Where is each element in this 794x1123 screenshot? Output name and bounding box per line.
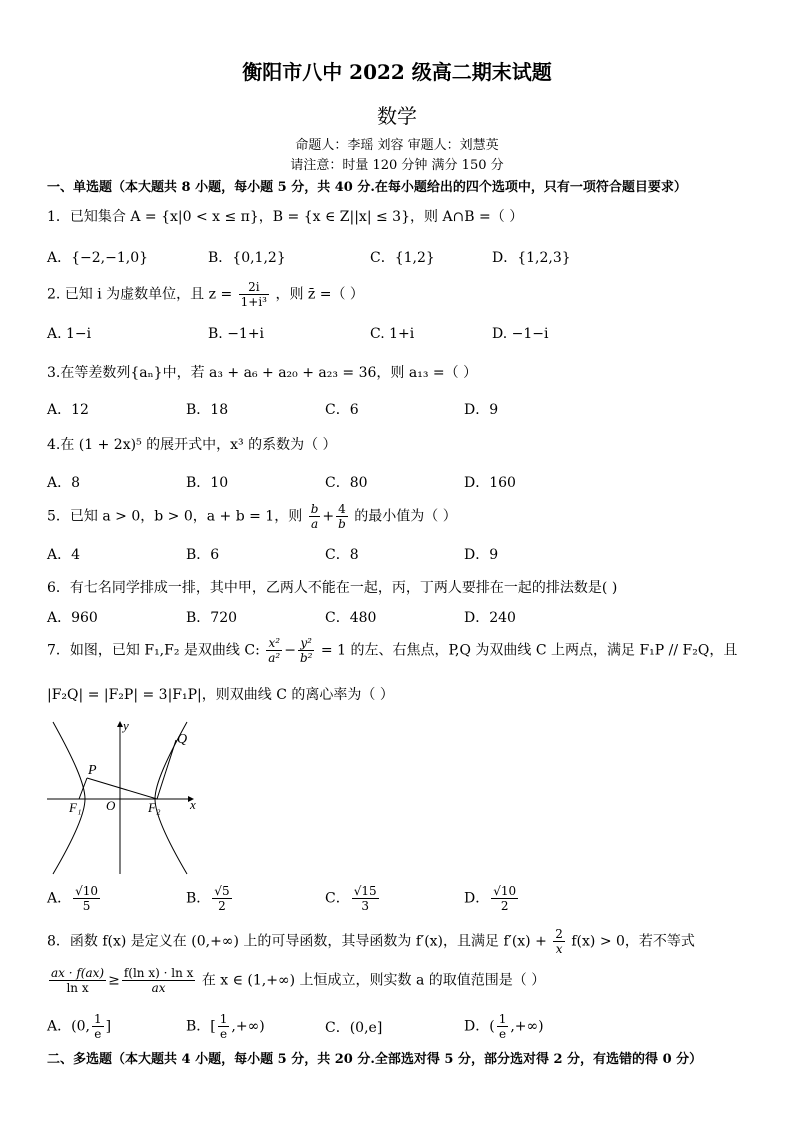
section2-heading: 二、多选题（本大题共 4 小题，每小题 5 分，共 20 分.全部选对得 5 分，部分选对得 2 分，有选错的得 0 分） (47, 1052, 703, 1067)
notice-line: 请注意：时量 120 分钟 满分 150 分 (290, 158, 504, 173)
question-2-option-d: D. −1−i (492, 326, 549, 342)
q7-a-frac (73, 884, 100, 913)
q8-a-pre: (0, (71, 1018, 90, 1035)
q7-d-num: √10 (493, 884, 517, 898)
q7-c-label: C． (325, 890, 350, 907)
question-5-option-b: B．6 (186, 547, 220, 563)
question-6-option-b: B．720 (186, 610, 238, 626)
question-7-minus: − (284, 642, 296, 659)
question-5-option-c: C．8 (325, 547, 359, 563)
question-5-f1-num: b (310, 502, 319, 516)
question-5-stem-post: 的最小值为（ ） (354, 508, 457, 525)
question-6-option-a: A．960 (47, 610, 98, 626)
question-8-stem-line2-post: 在 x ∈ (1,+∞) 上恒成立，则实数 a 的取值范围是（ ） (201, 972, 546, 989)
hyperbola-left-branch (53, 722, 85, 874)
question-7-b2: b² (299, 651, 313, 665)
question-8-stem (47, 927, 695, 956)
q8-c-label: C． (325, 1020, 350, 1036)
question-2-option-a: A. 1−i (47, 326, 92, 342)
question-7-y2: y² (298, 636, 315, 651)
q8-c-text: (0,e] (349, 1020, 383, 1036)
question-7-a2: a² (268, 651, 281, 665)
question-8-stem-post: f(x) > 0，若不等式 (571, 933, 695, 950)
q7-b-label: B． (186, 890, 211, 907)
question-3-option-c: C．6 (325, 402, 359, 418)
question-5-f1-den: a (310, 517, 319, 531)
q8-a-label: A． (47, 1018, 72, 1035)
question-1-option-c: C．{1,2} (370, 250, 435, 266)
label-p: P (88, 763, 97, 778)
authors-line: 命题人：李瑶 刘容 审题人：刘慧英 (295, 138, 499, 153)
q7-b-frac (212, 884, 231, 913)
question-7-option-a (47, 884, 102, 913)
q7-d-label: D． (464, 890, 490, 907)
question-2-stem-post: ，则 z̄ =（ ） (275, 286, 364, 303)
question-5-stem (47, 502, 457, 531)
question-3-option-d: D．9 (464, 402, 499, 418)
q8-d-pre: ( (489, 1018, 495, 1035)
question-1-option-a: A．{−2,−1,0} (47, 250, 149, 266)
question-7-option-b (186, 884, 234, 913)
subject-title: 数学 (377, 104, 417, 128)
question-8-right-num: f(ln x) · ln x (123, 966, 194, 980)
q8-b-label: B． (186, 1018, 211, 1035)
q8-b-post: ,+∞) (231, 1018, 265, 1035)
question-8-option-a (47, 1012, 111, 1041)
question-5-stem-pre: 5．已知 a > 0，b > 0，a + b = 1，则 (47, 508, 303, 525)
question-7-stem-post: = 1 的左、右焦点，P,Q 为双曲线 C 上两点，满足 F₁P // F₂Q，且 (320, 642, 738, 659)
section1-heading: 一、单选题（本大题共 8 小题，每小题 5 分，共 40 分.在每小题给出的四个选项中，只有一项符合题目要求） (47, 180, 687, 195)
q8-d-den: e (498, 1027, 507, 1041)
q7-c-den: 3 (361, 899, 369, 913)
question-8-option-c (325, 1017, 382, 1037)
label-o: O (106, 798, 116, 813)
question-5-f2-num: 4 (336, 502, 348, 517)
question-8-f-num: 2 (555, 927, 563, 941)
question-2-fraction (239, 280, 269, 309)
question-7-option-d (464, 884, 520, 913)
label-f1: F₁ (69, 800, 82, 815)
question-3-stem: 3.在等差数列{aₙ}中，若 a₃ + a₆ + a₂₀ + a₂₃ = 36，则 a₁₃ =（ ） (47, 365, 478, 381)
label-x: x (190, 797, 196, 812)
question-7-option-c (325, 884, 381, 913)
paper-title: 衡阳市八中 2022 级高二期末试题 (242, 60, 552, 84)
q7-a-label: A． (47, 890, 72, 907)
question-2-option-c: C. 1+i (370, 326, 415, 342)
question-4-option-c: C．80 (325, 475, 368, 491)
question-5-option-d: D．9 (464, 547, 499, 563)
question-1-stem: 1．已知集合 A = {x|0 < x ≤ π}，B = {x ∈ Z||x| ≤ 3}，则 A∩B =（ ） (47, 209, 524, 225)
segment-pf1 (79, 778, 87, 799)
question-4-option-a: A．8 (47, 475, 81, 491)
q8-d-num: 1 (498, 1012, 507, 1026)
question-8-stem-line2 (47, 966, 545, 995)
question-2-option-b: B. −1+i (208, 326, 265, 342)
question-1-option-b: B．{0,1,2} (208, 250, 286, 266)
question-3-option-b: B．18 (186, 402, 229, 418)
question-6-stem: 6．有七名同学排成一排，其中甲，乙两人不能在一起，丙，丁两人要排在一起的排法数是( ) (47, 580, 618, 596)
question-7-stem-pre: 7．如图，已知 F₁,F₂ 是双曲线 C: (47, 642, 260, 659)
question-8-fraction (553, 927, 565, 956)
label-q: Q (177, 732, 188, 747)
question-7-stem (47, 636, 737, 665)
q7-d-den: 2 (500, 899, 509, 913)
question-6-option-c: C．480 (325, 610, 377, 626)
q7-b-den: 2 (218, 899, 226, 913)
question-6-option-d: D．240 (464, 610, 516, 626)
q8-a-frac (92, 1012, 104, 1041)
segment-qf2 (157, 740, 176, 799)
question-7-fraction-x (266, 636, 282, 665)
question-7-stem-line2: |F₂Q| = |F₂P| = 3|F₁P|，则双曲线 C 的离心率为（ ） (47, 687, 394, 703)
label-f2: F₂ (148, 800, 161, 815)
question-4-stem: 4.在 (1 + 2x)⁵ 的展开式中，x³ 的系数为（ ） (47, 437, 337, 453)
q8-b-den: e (220, 1027, 228, 1041)
question-2-fraction-num: 2i (239, 280, 269, 295)
q7-b-num: √5 (214, 884, 230, 898)
question-4-option-b: B．10 (186, 475, 229, 491)
label-y: y (123, 718, 129, 733)
question-4-option-d: D．160 (464, 475, 516, 491)
question-8-option-d (464, 1012, 544, 1041)
question-8-ineq-left (49, 966, 106, 995)
q8-b-num: 1 (219, 1012, 228, 1026)
q8-d-post: ,+∞) (510, 1018, 544, 1035)
q7-c-num: √15 (353, 884, 377, 898)
question-5-fraction-2 (336, 502, 348, 531)
q7-a-den: 5 (82, 899, 91, 913)
q8-d-frac (497, 1012, 509, 1041)
question-8-f-den: x (555, 942, 563, 956)
question-3-option-a: A．12 (47, 402, 89, 418)
question-8-stem-pre: 8．函数 f(x) 是定义在 (0,+∞) 上的可导函数，其导函数为 f′(x)，且满足 f′(x) + (47, 933, 547, 950)
question-5-f2-den: b (338, 517, 346, 531)
segment-pf2 (87, 778, 157, 799)
question-8-ineq-sign: ≥ (108, 972, 120, 989)
question-1-option-d: D．{1,2,3} (492, 250, 571, 266)
q8-b-pre: [ (210, 1018, 216, 1035)
q8-d-label: D． (464, 1018, 490, 1035)
question-2-stem-pre: 2. 已知 i 为虚数单位，且 z = (47, 286, 233, 303)
question-2-stem (47, 280, 364, 309)
question-7-fraction-y (298, 636, 315, 665)
question-5-plus: + (322, 508, 335, 525)
question-8-left-num: ax · f(ax) (51, 966, 105, 980)
q7-d-frac (491, 884, 518, 913)
q7-c-frac (352, 884, 379, 913)
q8-b-frac (218, 1012, 230, 1041)
question-8-ineq-right (122, 966, 196, 995)
q8-a-den: e (94, 1027, 102, 1041)
question-5-option-a: A．4 (47, 547, 81, 563)
question-8-left-den: ln x (66, 981, 89, 995)
q8-a-post: ] (105, 1018, 112, 1035)
hyperbola-figure (45, 718, 205, 876)
q7-a-num: √10 (75, 884, 99, 898)
question-7-x2: x² (266, 636, 282, 651)
question-5-fraction-1 (309, 502, 321, 531)
question-8-option-b (186, 1012, 265, 1041)
question-8-right-den: ax (151, 981, 166, 995)
q8-a-num: 1 (93, 1012, 102, 1026)
question-2-fraction-den: 1+i³ (240, 295, 267, 309)
